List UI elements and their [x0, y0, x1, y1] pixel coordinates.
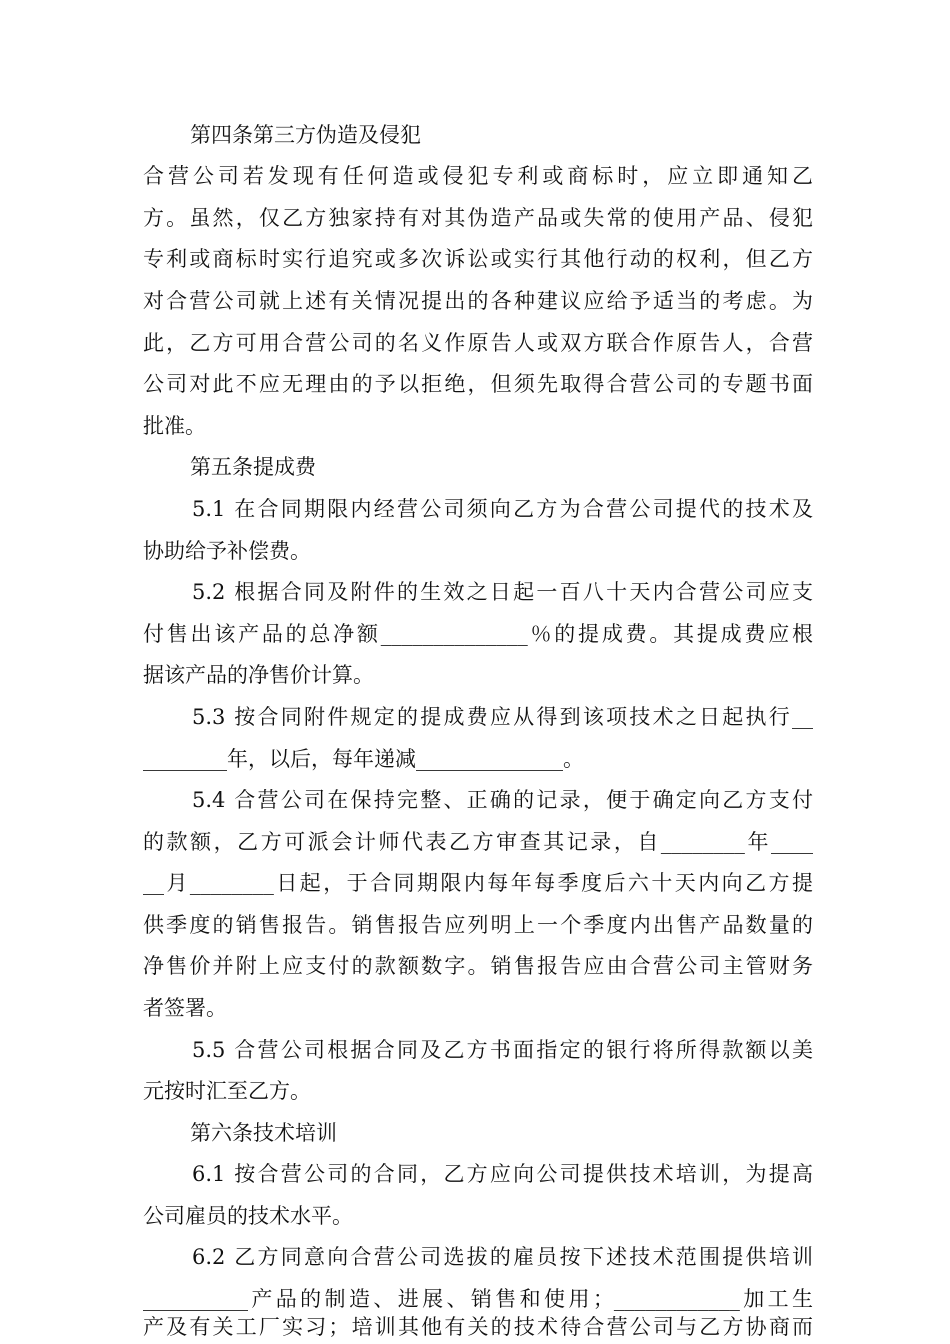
clause-5-2-line: 据该产品的净售价计算。	[143, 663, 374, 687]
article-4-line: 公司对此不应无理由的予以拒绝，但须先取得合营公司的专题书面	[143, 372, 813, 396]
clause-6-2-line: 产及有关工厂实习；培训其他有关的技术待合营公司与乙方协商而	[143, 1315, 813, 1339]
clause-5-2-first-line: 5.2 根据合同及附件的生效之日起一百八十天内合营公司应支	[192, 580, 813, 604]
clause-5-3-line: ________年，以后，每年递减______________。	[143, 747, 584, 771]
clause-5-4-line: 者签署。	[143, 996, 227, 1020]
article-4-line: 批准。	[143, 414, 206, 438]
article-5-heading: 第五条提成费	[190, 455, 316, 479]
article-4-line: 合营公司若发现有任何造或侵犯专利或商标时，应立即通知乙	[143, 164, 813, 188]
clause-5-1-line: 协助给予补偿费。	[143, 539, 311, 563]
article-4-line: 专利或商标时实行追究或多次诉讼或实行其他行动的权利，但乙方	[143, 247, 813, 271]
article-4-line: 方。虽然，仅乙方独家持有对其伪造产品或失常的使用产品、侵犯	[143, 206, 813, 230]
clause-6-1-line: 公司雇员的技术水平。	[143, 1204, 353, 1228]
article-4-line: 对合营公司就上述有关情况提出的各种建议应给予适当的考虑。为	[143, 289, 813, 313]
clause-5-5-line: 元按时汇至乙方。	[143, 1079, 311, 1103]
clause-5-4-first-line: 5.4 合营公司在保持完整、正确的记录，便于确定向乙方支付	[192, 788, 813, 812]
clause-5-3-first-line: 5.3 按合同附件规定的提成费应从得到该项技术之日起执行__	[192, 705, 813, 729]
clause-5-4-line: 供季度的销售报告。销售报告应列明上一个季度内出售产品数量的	[143, 913, 813, 937]
article-4-line: 此，乙方可用合营公司的名义作原告人或双方联合作原告人，合营	[143, 331, 813, 355]
clause-6-1-first-line: 6.1 按合营公司的合同，乙方应向公司提供技术培训，为提高	[192, 1162, 813, 1186]
article-6-heading: 第六条技术培训	[190, 1121, 337, 1145]
clause-5-1-first-line: 5.1 在合同期限内经营公司须向乙方为合营公司提代的技术及	[192, 497, 813, 521]
clause-5-4-line: 的款额，乙方可派会计师代表乙方审查其记录，自________年____	[143, 830, 813, 854]
clause-5-4-line: 净售价并附上应支付的款额数字。销售报告应由合营公司主管财务	[143, 954, 813, 978]
clause-6-2-line: __________产品的制造、进展、销售和使用；____________加工生	[143, 1287, 813, 1311]
clause-5-5-first-line: 5.5 合营公司根据合同及乙方书面指定的银行将所得款额以美	[192, 1038, 813, 1062]
clause-5-2-line: 付售出该产品的总净额______________％的提成费。其提成费应根	[143, 622, 813, 646]
article-4-heading: 第四条第三方伪造及侵犯	[190, 123, 421, 147]
clause-5-4-line: __月________日起，于合同期限内每年每季度后六十天内向乙方提	[143, 871, 813, 895]
clause-6-2-first-line: 6.2 乙方同意向合营公司选拔的雇员按下述技术范围提供培训	[192, 1245, 813, 1269]
